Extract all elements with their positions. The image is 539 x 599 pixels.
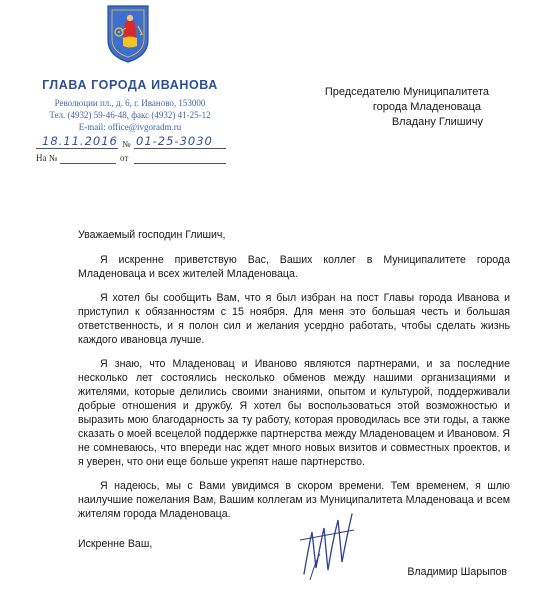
paragraph-3: Я знаю, что Младеновац и Иваново являются партнерами, и за последние несколько лет состоялись несколько обменов между нашими организациями и жителями, которые делились своими знаниями, опытом и культурой, поддерживали добрые отношения и дружбу. Я хотел бы воспользоваться этой возможностью и выразить мою благодарность за ту работу, которая проводилась все эти годы, а также сказать о моей всецелой поддержке партнерства между Младеновацем и Ивановом. Я не сомневаюсь, что впереди нас ждет много новых визитов и совместных проектов, и я уверен, что они еще больше укрепят наше партнерство. [78,358,510,468]
recipient-line-1: Председателю Муниципалитета [324,86,489,98]
handwritten-number: 01-25-3030 [136,134,213,148]
paragraph-4: Я надеюсь, мы с Вами увидимся в скором времени. Тем временем, я шлю наилучшие пожелания Вам, Вашим коллегам из Муниципалитета Младеноваца и всем жителям города Младеноваца. [78,480,510,520]
letterhead-phone: Тел. (4932) 59-46-48, факс (4932) 41-25-12 [49,110,211,120]
signature-mark [298,510,356,582]
handwritten-date: 18.11.2016 [42,134,118,148]
date-number-line [36,134,226,152]
number-prefix: № [122,139,131,149]
recipient-block [325,85,489,130]
letter-body [78,228,510,531]
coat-of-arms-emblem [106,4,150,64]
salutation: Уважаемый господин Глишич, [78,229,226,241]
ot-label: от [120,153,129,163]
letterhead-email: E-mail: office@ivgoradm.ru [78,122,182,132]
closing-phrase: Искренне Ваш, [78,538,153,550]
letterhead-title: ГЛАВА ГОРОДА ИВАНОВА [42,78,218,92]
paragraph-1: Я искренне приветствую Вас, Ваших коллег в Муниципалитете города Младеноваца и всех жителей Младеноваца. [78,254,510,280]
reference-line [36,152,226,166]
signer-name: Владимир Шарыпов [407,566,507,578]
recipient-line-3: Владану Глишичу [391,116,483,128]
recipient-line-2: города Младеноваца [372,101,481,113]
paragraph-2: Я хотел бы сообщить Вам, что я был избран на пост Главы города Иванова и приступил к обязанностям с 15 ноября. Для меня это большая честь и большая ответственность, и я полон сил и желания усердно работать, чтобы сделать жизнь каждого ивановца лучше. [78,292,510,346]
na-label: На № [36,153,58,163]
letterhead-address: Революции пл., д. 6, г. Иваново, 153000 [54,98,206,108]
